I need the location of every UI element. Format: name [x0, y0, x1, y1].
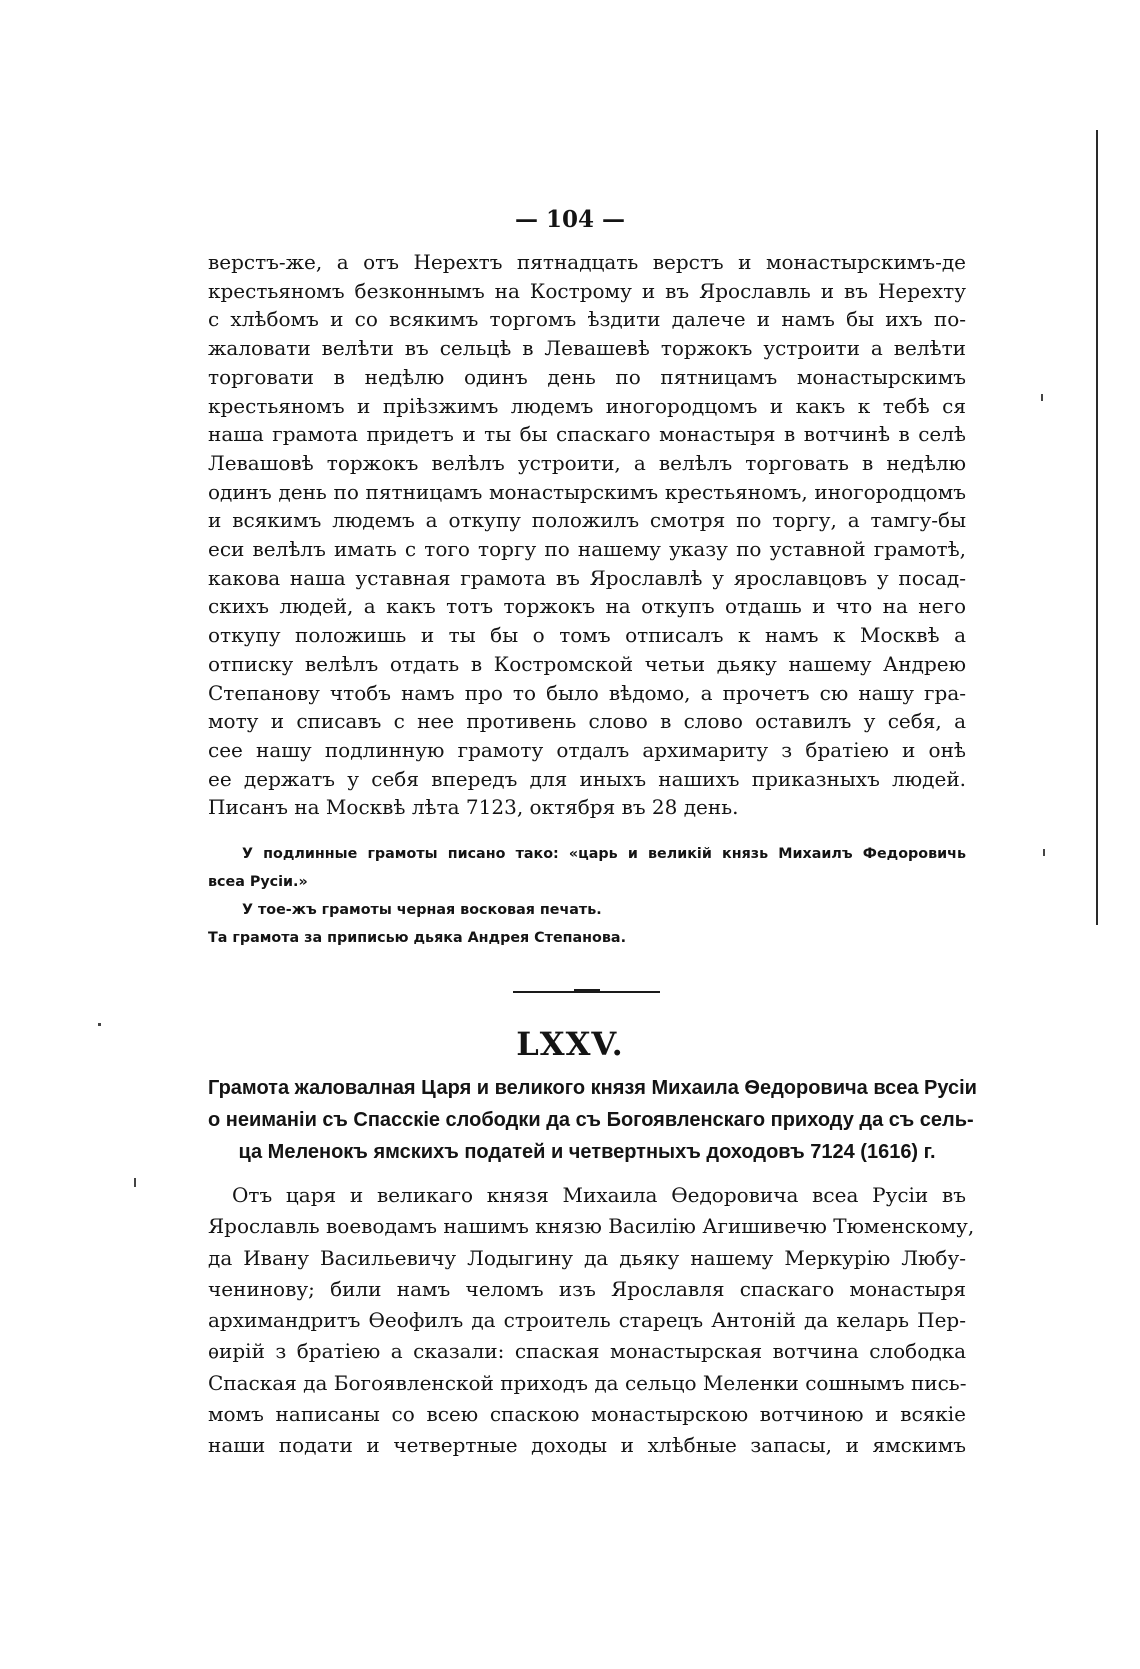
charter-title-line: о неиманiи съ Спасскiе слободки да съ Богоявленскаго приходу да съ сель- [208, 1109, 974, 1131]
scan-edge-line [1096, 130, 1098, 925]
charter-notes [208, 840, 966, 952]
text-line: Левашовѣ торжокъ велѣлъ устроити, а велѣлъ торговать в недѣлю [208, 450, 966, 475]
charter-text [208, 1180, 975, 1462]
text-line: моту и списавъ с нее противень слово в слово оставилъ у себя, а [208, 709, 966, 734]
note-signature-line: У подлинные грамоты писано тако: «царь и великiй князь Михаилъ Федоровичь [242, 846, 966, 862]
text-line: с хлѣбомъ и со всякимъ торгомъ ѣздити далече и намъ бы ихъ по- [208, 307, 966, 332]
note-seal: У тое-жъ грамоты черная восковая печать. [242, 902, 602, 918]
text-line: сее нашу подлинную грамоту отдалъ архимариту з братiею и онѣ [208, 737, 966, 762]
text-line: скихъ людей, а какъ тотъ торжокъ на откупъ отдашь и что на него [208, 594, 966, 619]
charter-title [208, 1072, 977, 1168]
text-line: да Ивану Васильевичу Лодыгину да дьяку нашему Меркурiю Любу- [208, 1245, 966, 1270]
text-line: Ярославль воеводамъ нашимъ князю Василiю Агишивечю Тюменскому, [208, 1214, 975, 1239]
section-divider-accent [574, 989, 600, 992]
text-line: архимандритъ Ѳеофилъ да строитель старецъ Антонiй да келарь Пер- [208, 1308, 966, 1333]
text-line: отписку велѣлъ отдать в Костромской четьи дьяку нашему Андрею [208, 651, 966, 676]
text-line: момъ написаны со всею спаскою монастырскою вотчиною и всякiе [208, 1402, 966, 1427]
text-line: Писанъ на Москвѣ лѣта 7123, октября въ 28 день. [208, 795, 739, 820]
text-line: Отъ царя и великаго князя Михаила Ѳедоровича всеа Русiи въ [232, 1183, 966, 1207]
section-number: LXXV. [516, 1025, 624, 1063]
text-line: ее держатъ у себя впередъ для иныхъ нашихъ приказныхъ людей. [208, 766, 966, 791]
text-line: наши подати и четвертные доходы и хлѣбные запасы, и ямскимъ [208, 1433, 966, 1458]
text-line: жаловати велѣти въ сельцѣ в Левашевѣ торжокъ устроити а велѣти [208, 336, 966, 361]
page-number: — 104 — [514, 206, 626, 233]
charter-title-line: Грамота жаловалная Царя и великого князя Михаила Ѳедоровича всеа Русiи [208, 1077, 977, 1099]
note-signature-line: всеа Русiи.» [208, 874, 308, 890]
scan-speck [1043, 849, 1045, 856]
text-line: откупу положишь и ты бы о томъ отписалъ к намъ к Москвѣ а [208, 623, 966, 648]
scan-speck [134, 1178, 136, 1187]
scan-speck [1041, 394, 1043, 401]
text-line: крестьяномъ и прiѣзжимъ людемъ иногородцомъ и какъ к тебѣ ся [208, 393, 966, 418]
text-line: ѳирiй з братiею а сказали: спаская монастырская вотчина слободка [208, 1339, 966, 1364]
text-line: и всякимъ людемъ а откупу положилъ смотря по торгу, а тамгу-бы [208, 508, 966, 533]
text-line: какова наша уставная грамота въ Ярославлѣ у ярославцовъ у посад- [208, 565, 966, 590]
text-line: верстъ-же, а отъ Нерехтъ пятнадцать верстъ и монастырскимъ-де [208, 250, 966, 274]
text-line: одинъ день по пятницамъ монастырскимъ крестьяномъ, иногородцомъ [208, 479, 966, 504]
text-line: Спаская да Богоявленской приходъ да сельцо Меленки сошнымъ пись- [208, 1370, 967, 1395]
text-line: еси велѣлъ имать с того торгу по нашему указу по уставной грамотѣ, [208, 537, 966, 562]
text-line: торговати в недѣлю одинъ день по пятницамъ монастырскимъ [208, 364, 966, 389]
note-clerk: Та грамота за приписью дьяка Андрея Степанова. [208, 930, 626, 946]
text-line: ченинову; били намъ челомъ изъ Ярославля спаскаго монастыря [208, 1276, 966, 1301]
text-line: наша грамота придетъ и ты бы спаскаго монастыря в вотчинѣ в селѣ [208, 422, 966, 447]
text-line: Степанову чтобъ намъ про то было вѣдомо, а прочетъ сю нашу гра- [208, 680, 966, 705]
charter-title-line: ца Меленокъ ямскихъ податей и четвертныхъ доходовъ 7124 (1616) г. [238, 1141, 936, 1163]
body-text [208, 248, 966, 822]
text-line: крестьяномъ безконнымъ на Кострому и въ Ярославль и въ Нерехту [208, 278, 966, 303]
